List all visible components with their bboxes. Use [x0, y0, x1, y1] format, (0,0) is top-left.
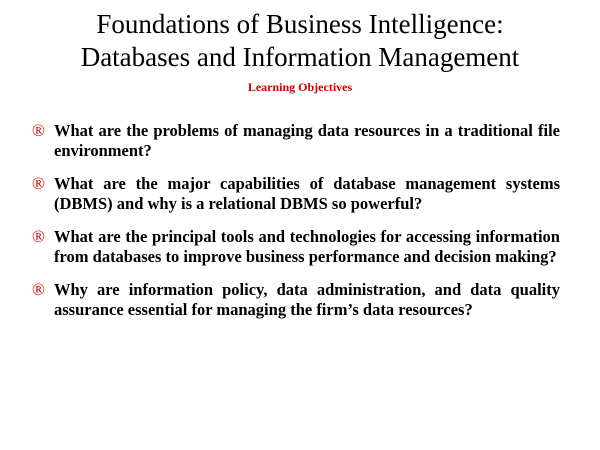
learning-objective-text: Why are information policy, data administration, and data quality assurance essential for managing the firm’s data resources? — [54, 280, 560, 319]
slide-title-line-2: Databases and Information Management — [80, 42, 520, 72]
slide-title — [0, 8, 600, 74]
registered-bullet-icon: ® — [32, 280, 45, 299]
learning-objective-text: What are the problems of managing data resources in a traditional file environment? — [54, 121, 560, 160]
learning-objective-item — [32, 280, 560, 319]
learning-objective-item — [32, 174, 560, 213]
learning-objective-text: What are the major capabilities of database management systems (DBMS) and why is a relational DBMS so powerful? — [54, 174, 560, 213]
learning-objectives-list — [32, 121, 560, 333]
registered-bullet-icon: ® — [32, 227, 45, 246]
registered-bullet-icon: ® — [32, 174, 45, 193]
slide-subtitle: Learning Objectives — [247, 80, 353, 94]
registered-bullet-icon: ® — [32, 121, 45, 140]
learning-objective-text: What are the principal tools and technologies for accessing information from databases to improve business performance and decision making? — [54, 227, 560, 266]
slide-title-line-1: Foundations of Business Intelligence: — [96, 9, 504, 39]
learning-objective-item — [32, 121, 560, 160]
learning-objective-item — [32, 227, 560, 266]
